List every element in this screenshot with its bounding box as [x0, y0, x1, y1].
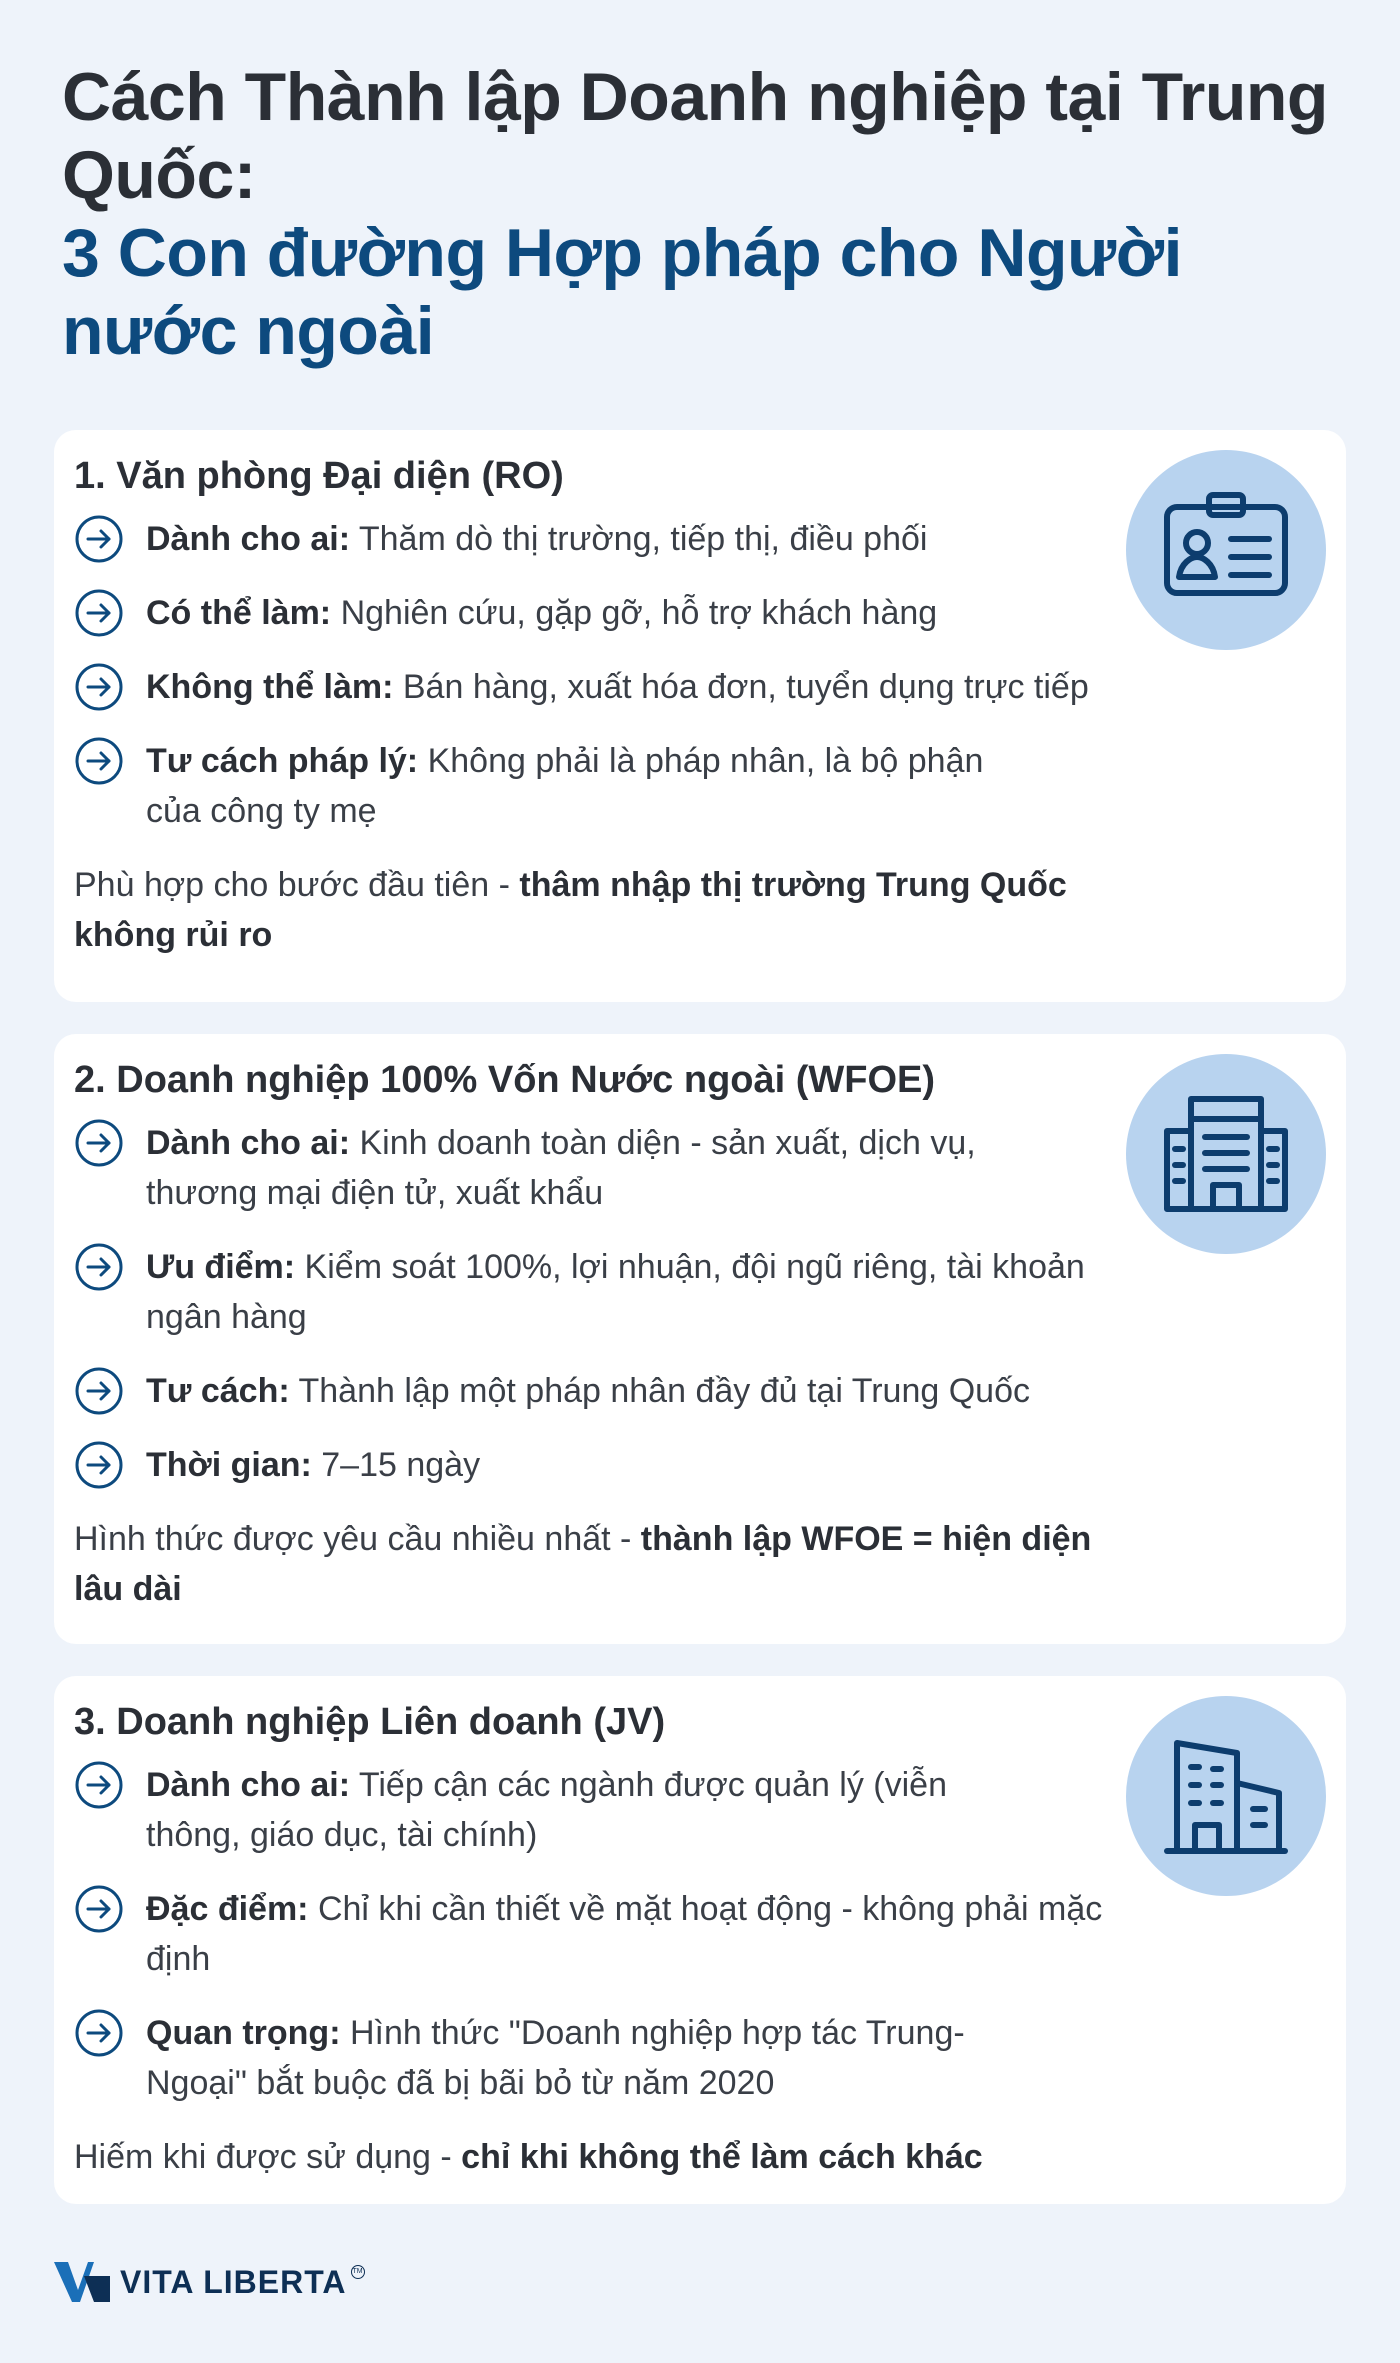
item-text: [146, 736, 1046, 836]
list-item: [74, 736, 1124, 836]
item-text: [146, 1366, 1030, 1416]
arrow-circle-icon: [74, 1366, 124, 1416]
card-summary: [74, 1514, 1094, 1614]
item-text: [146, 514, 927, 564]
item-list: [74, 1760, 1124, 2108]
item-value: Nghiên cứu, gặp gỡ, hỗ trợ khách hàng: [331, 594, 938, 632]
arrow-circle-icon: [74, 736, 124, 786]
item-value: 7–15 ngày: [311, 1446, 481, 1484]
item-value: Không phải là pháp nhân, là bộ phận của công ty mẹ: [146, 742, 984, 830]
summary-text: Hình thức được yêu cầu nhiều nhất -: [74, 1520, 641, 1558]
list-item: [74, 1440, 1124, 1490]
item-label: Không thể làm:: [146, 668, 394, 706]
item-label: Có thể làm:: [146, 594, 332, 632]
arrow-circle-icon: [74, 1884, 124, 1934]
list-item: [74, 662, 1124, 712]
badge: [1126, 1696, 1326, 1896]
item-label: Thời gian:: [146, 1446, 312, 1484]
summary-highlight: thâm nhập thị trường Trung Quốc không rủi ro: [74, 866, 1067, 954]
item-label: Dành cho ai:: [146, 520, 351, 558]
item-value: Thăm dò thị trường, tiếp thị, điều phối: [350, 520, 928, 558]
item-label: Tư cách pháp lý:: [146, 742, 419, 780]
list-item: [74, 1760, 1124, 1860]
item-label: Quan trọng:: [146, 2014, 341, 2052]
list-item: [74, 1884, 1124, 1984]
title-line-2: 3 Con đường Hợp pháp cho Người nước ngoài: [62, 215, 1182, 369]
list-item: [74, 1366, 1124, 1416]
item-label: Ưu điểm:: [146, 1248, 296, 1286]
arrow-circle-icon: [74, 1118, 124, 1168]
item-text: [146, 1118, 1046, 1218]
arrow-circle-icon: [74, 2008, 124, 2058]
card-wfoe: [54, 1034, 1346, 1644]
card-joint-venture: [54, 1676, 1346, 2204]
list-item: [74, 588, 1124, 638]
item-text: [146, 1440, 480, 1490]
summary-highlight: chỉ khi không thể làm cách khác: [461, 2138, 983, 2176]
item-list: [74, 514, 1124, 836]
buildings-icon: [1161, 1731, 1291, 1861]
item-text: [146, 588, 937, 638]
item-label: Tư cách:: [146, 1372, 290, 1410]
item-value: Bán hàng, xuất hóa đơn, tuyển dụng trực tiếp: [393, 668, 1089, 706]
arrow-circle-icon: [74, 588, 124, 638]
list-item: [74, 514, 1124, 564]
badge: [1126, 1054, 1326, 1254]
card-summary: [74, 2132, 1094, 2182]
list-item: [74, 1242, 1124, 1342]
arrow-circle-icon: [74, 1440, 124, 1490]
item-text: [146, 1760, 1006, 1860]
title-line-1: Cách Thành lập Doanh nghiệp tại Trung Quốc:: [62, 59, 1328, 213]
item-text: [146, 662, 1089, 712]
card-heading: 3. Doanh nghiệp Liên doanh (JV): [74, 1701, 666, 1743]
badge: [1126, 450, 1326, 650]
item-value: Tiếp cận các ngành được quản lý (viễn thông, giáo dục, tài chính): [146, 1766, 947, 1854]
item-value: Kinh doanh toàn diện - sản xuất, dịch vụ, thương mại điện tử, xuất khẩu: [146, 1124, 976, 1212]
item-label: Dành cho ai:: [146, 1766, 351, 1804]
brand-name: VITA LIBERTA: [120, 2263, 347, 2300]
item-value: Chỉ khi cần thiết về mặt hoạt động - không phải mặc định: [146, 1890, 1103, 1978]
list-item: [74, 2008, 1124, 2108]
item-value: Thành lập một pháp nhân đầy đủ tại Trung Quốc: [289, 1372, 1030, 1410]
trademark-badge: TM: [351, 2265, 365, 2279]
item-list: [74, 1118, 1124, 1490]
item-label: Đặc điểm:: [146, 1890, 309, 1928]
card-heading: 2. Doanh nghiệp 100% Vốn Nước ngoài (WFOE): [74, 1059, 936, 1101]
arrow-circle-icon: [74, 662, 124, 712]
item-value: Hình thức "Doanh nghiệp hợp tác Trung-Ngoại" bắt buộc đã bị bãi bỏ từ năm 2020: [146, 2014, 965, 2102]
arrow-circle-icon: [74, 1242, 124, 1292]
summary-text: Phù hợp cho bước đầu tiên -: [74, 866, 520, 904]
summary-highlight: thành lập WFOE = hiện diện lâu dài: [74, 1520, 1092, 1608]
item-text: [146, 1884, 1106, 1984]
item-value: Kiểm soát 100%, lợi nhuận, đội ngũ riêng, tài khoản ngân hàng: [146, 1248, 1085, 1336]
item-label: Dành cho ai:: [146, 1124, 351, 1162]
office-building-icon: [1161, 1089, 1291, 1219]
item-text: [146, 2008, 1046, 2108]
arrow-circle-icon: [74, 1760, 124, 1810]
footer-brand: [54, 2262, 365, 2302]
card-representative-office: [54, 430, 1346, 1002]
page-title: [62, 58, 1342, 370]
id-card-icon: [1161, 485, 1291, 615]
item-text: [146, 1242, 1106, 1342]
arrow-circle-icon: [74, 514, 124, 564]
summary-text: Hiếm khi được sử dụng -: [74, 2138, 462, 2176]
vita-liberta-logo-icon: [54, 2262, 110, 2302]
list-item: [74, 1118, 1124, 1218]
card-summary: [74, 860, 1094, 960]
card-heading: 1. Văn phòng Đại diện (RO): [74, 455, 564, 497]
